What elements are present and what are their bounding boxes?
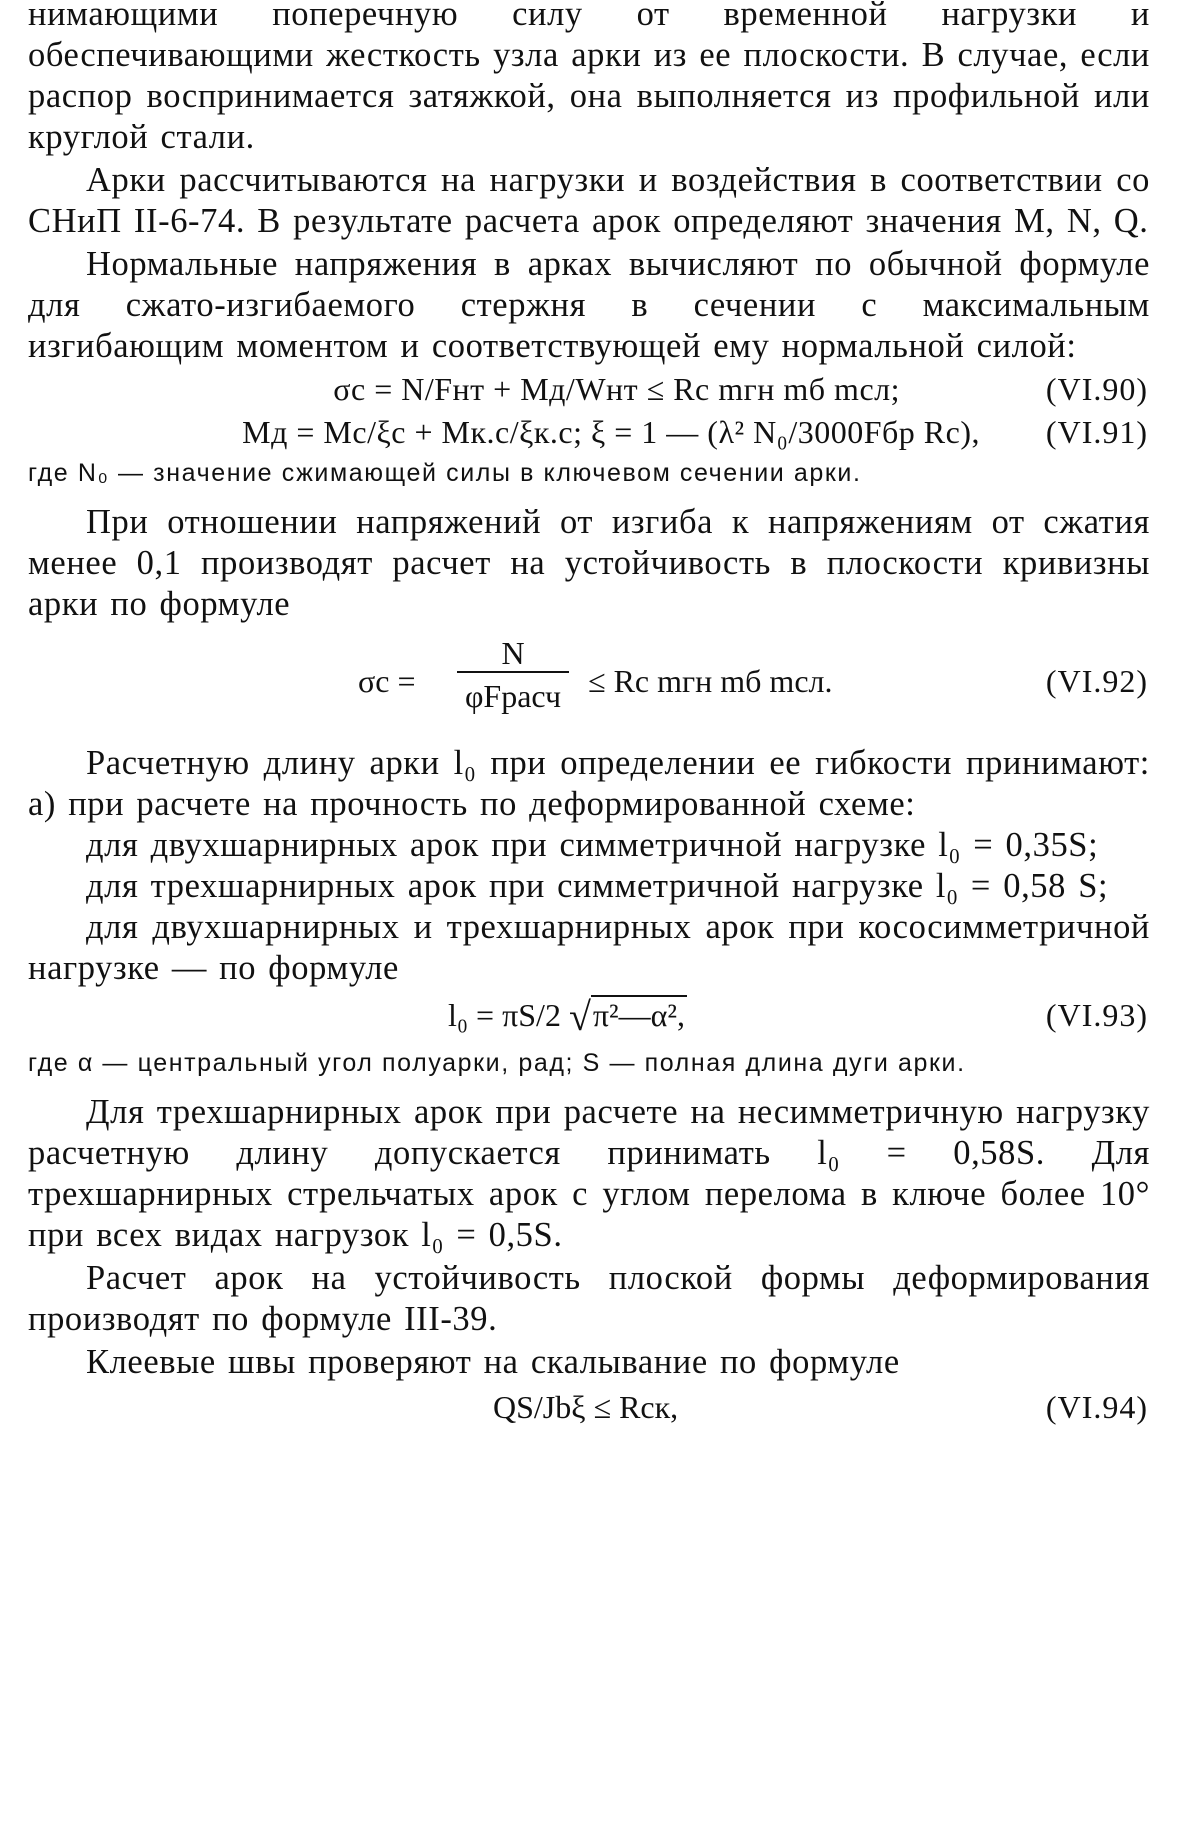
note-n0-definition: где N₀ — значение сжимающей силы в ключевом сечении арки.	[28, 459, 862, 487]
formula-vi-92-lhs: σс =	[358, 663, 416, 699]
formula-vi-90	[28, 369, 1150, 410]
formula-vi-92	[28, 631, 1150, 729]
formula-vi-92-fraction	[453, 631, 573, 719]
paragraph-glue-joints: Клеевые швы проверяют на скалывание по формуле	[86, 1343, 900, 1381]
formula-vi-93-number: (VI.93)	[1045, 997, 1148, 1033]
paragraph-normal-stress: Нормальные напряжения в арках вычисляют по обычной формуле для сжато-изгибаемого стержня в сечении с максимальным изгибающим моментом и соответствующей ему нормальной силой:	[28, 245, 1150, 365]
formula-vi-90-expression: σс = N/Fнт + Mд/Wнт ≤ Rс mгн mб mсл;	[333, 371, 900, 407]
formula-vi-92-numerator: N	[501, 635, 525, 671]
formula-vi-93-lhs: l₀ = πS/2	[448, 997, 561, 1033]
radical-sign: √	[568, 994, 591, 1039]
paragraph-asymmetric-load: Для трехшарнирных арок при расчете на несимметричную нагрузку расчетную длину допускается принимать l₀ = 0,58S. Для трехшарнирных стрельчатых арок с углом перелома в ключе более 10° при всех видах нагрузок l₀ = 0,5S.	[28, 1093, 1150, 1254]
paragraph-two-hinged: для двухшарнирных арок при симметричной нагрузке l₀ = 0,35S;	[86, 826, 1099, 864]
note-alpha-definition: где α — центральный угол полуарки, рад; S — полная длина дуги арки.	[28, 1049, 966, 1077]
formula-vi-90-number: (VI.90)	[1045, 371, 1148, 407]
formula-vi-94-number: (VI.94)	[1045, 1389, 1148, 1425]
formula-vi-93-radicand: π²—α²,	[592, 997, 685, 1033]
formula-vi-92-rhs: ≤ Rс mгн mб mсл.	[588, 663, 833, 699]
formula-vi-91-number: (VI.91)	[1045, 414, 1148, 450]
formula-vi-94-expression: QS/Jbξ ≤ Rск,	[493, 1389, 679, 1425]
paragraph-effective-length: Расчетную длину арки l₀ при определении ее гибкости принимают: а) при расчете на прочность по деформированной схеме:	[28, 744, 1150, 823]
formula-vi-93	[28, 991, 1150, 1039]
formula-vi-94	[28, 1383, 1150, 1431]
paragraph-stability-check: При отношении напряжений от изгиба к напряжениям от сжатия менее 0,1 производят расчет на устойчивость в плоскости кривизны арки по формуле	[28, 503, 1150, 623]
formula-vi-91-expression: Mд = Mс/ξс + Mк.с/ξк.с; ξ = 1 — (λ² N₀/3000Fбр Rс),	[242, 414, 980, 450]
paragraph-antisymmetric: для двухшарнирных и трехшарнирных арок при кососимметричной нагрузке — по формуле	[28, 908, 1150, 987]
paragraph-continuation: нимающими поперечную силу от временной нагрузки и обеспечивающими жесткость узла арки из ее плоскости. В случае, если распор воспринимается затяжкой, она выполняется из профильной или круглой стали.	[28, 0, 1150, 156]
paragraph-plane-stability: Расчет арок на устойчивость плоской формы деформирования производят по формуле III-39.	[28, 1259, 1150, 1338]
paragraph-arch-loads: Арки рассчитываются на нагрузки и воздействия в соответствии со СНиП II-6-74. В результате расчета арок определяют значения M, N, Q.	[28, 161, 1150, 240]
formula-vi-92-denominator: φFрасч	[464, 678, 562, 714]
formula-vi-91	[28, 412, 1150, 453]
formula-vi-92-number: (VI.92)	[1045, 663, 1148, 699]
formula-vi-93-expression	[448, 991, 687, 1041]
paragraph-three-hinged: для трехшарнирных арок при симметричной нагрузке l₀ = 0,58 S;	[86, 867, 1109, 905]
